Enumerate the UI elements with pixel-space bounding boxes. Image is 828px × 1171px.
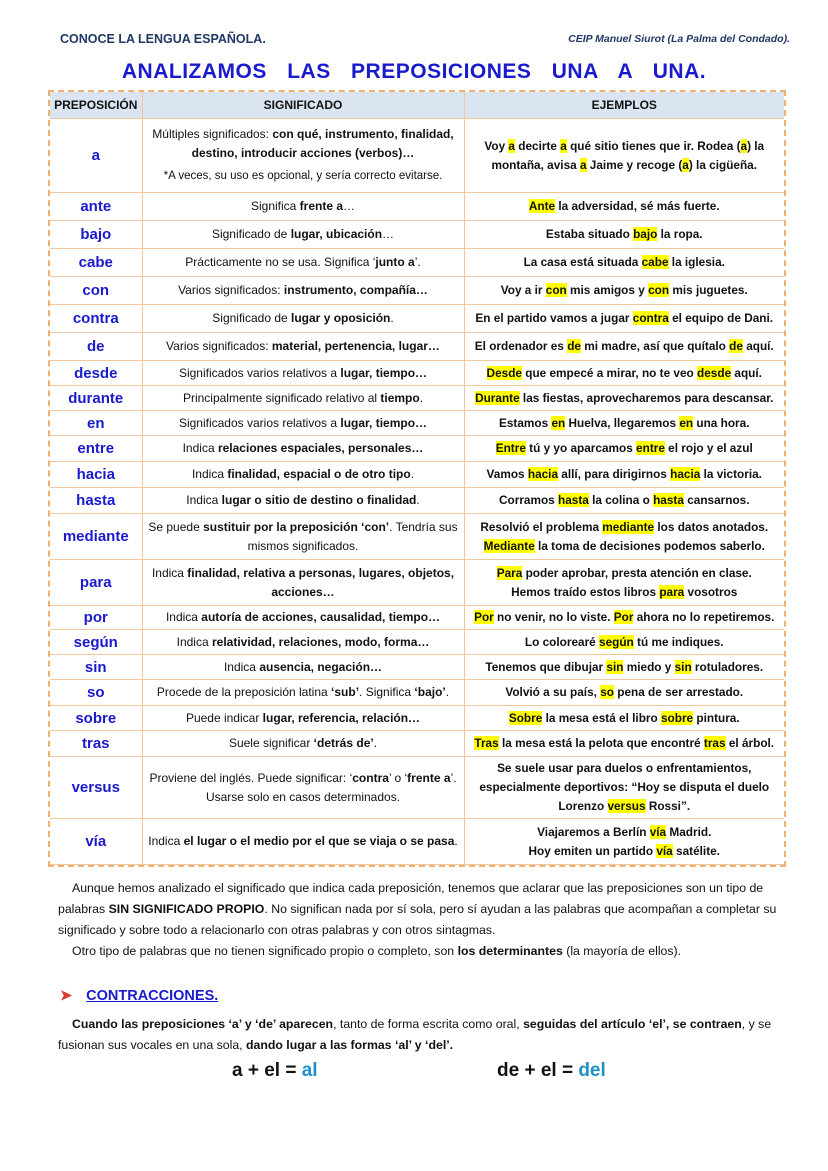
- preposition-cell: con: [50, 277, 142, 305]
- preposition-cell: durante: [50, 386, 142, 411]
- prepositions-table: [50, 92, 784, 865]
- table-header-row: [50, 92, 784, 119]
- formula-del: [497, 1060, 606, 1082]
- example-cell: El ordenador es de mi madre, así que quítalo de aquí.: [464, 333, 784, 361]
- preposition-cell: vía: [50, 819, 142, 865]
- example-cell: Entre tú y yo aparcamos entre el rojo y el azul: [464, 436, 784, 462]
- example-cell: Corramos hasta la colina o hasta cansarnos.: [464, 488, 784, 514]
- table-row: [50, 655, 784, 680]
- example-cell: Viajaremos a Berlín vía Madrid. Hoy emiten un partido vía satélite.: [464, 819, 784, 865]
- formula-al: [232, 1060, 318, 1082]
- table-row: [50, 221, 784, 249]
- meaning-cell: Significado de lugar y oposición.: [142, 305, 464, 333]
- meaning-cell: Múltiples significados: con qué, instrumento, finalidad, destino, introducir acciones (verbos)… *A veces, su uso es opcional, y sería correcto evitarse.: [142, 119, 464, 193]
- preposition-cell: según: [50, 630, 142, 655]
- paragraph-3: Cuando las preposiciones ‘a’ y ‘de’ aparecen, tanto de forma escrita como oral, seguidas del artículo ‘el’, se contraen, y se fusionan sus vocales en una sola, dando lugar a las formas ‘al’ y ‘del’.: [58, 1017, 772, 1052]
- table-row: [50, 411, 784, 436]
- example-cell: Por no venir, no lo viste. Por ahora no lo repetiremos.: [464, 606, 784, 630]
- meaning-cell: Indica relaciones espaciales, personales…: [142, 436, 464, 462]
- table-body: [50, 119, 784, 865]
- table-row: [50, 277, 784, 305]
- section-heading-contracciones: [60, 988, 218, 1004]
- meaning-cell: Varios significados: instrumento, compañía…: [142, 277, 464, 305]
- example-cell: Para poder aprobar, presta atención en clase. Hemos traído estos libros para vosotros: [464, 560, 784, 606]
- example-cell: Vamos hacia allí, para dirigirnos hacia la victoria.: [464, 462, 784, 488]
- meaning-cell: Varios significados: material, pertenencia, lugar…: [142, 333, 464, 361]
- table-row: [50, 119, 784, 193]
- example-cell: Estaba situado bajo la ropa.: [464, 221, 784, 249]
- meaning-cell: Indica relatividad, relaciones, modo, forma…: [142, 630, 464, 655]
- table-row: [50, 333, 784, 361]
- meaning-cell: Proviene del inglés. Puede significar: ‘contra’ o ‘frente a’. Usarse solo en casos determinados.: [142, 757, 464, 819]
- header-school: CEIP Manuel Siurot (La Palma del Condado).: [568, 33, 790, 45]
- meaning-cell: Procede de la preposición latina ‘sub’. Significa ‘bajo’.: [142, 680, 464, 706]
- preposition-cell: mediante: [50, 514, 142, 560]
- page-title: ANALIZAMOS LAS PREPOSICIONES UNA A UNA.: [121, 60, 707, 83]
- meaning-cell: Prácticamente no se usa. Significa ‘junto a’.: [142, 249, 464, 277]
- table-row: [50, 757, 784, 819]
- prepositions-table-frame: [48, 90, 786, 867]
- example-cell: Sobre la mesa está el libro sobre pintura.: [464, 706, 784, 731]
- preposition-cell: desde: [50, 361, 142, 386]
- preposition-cell: cabe: [50, 249, 142, 277]
- meaning-cell: Principalmente significado relativo al tiempo.: [142, 386, 464, 411]
- meaning-cell: Significa frente a…: [142, 193, 464, 221]
- formula-lhs: de + el =: [497, 1060, 579, 1081]
- preposition-cell: sobre: [50, 706, 142, 731]
- preposition-cell: de: [50, 333, 142, 361]
- preposition-cell: para: [50, 560, 142, 606]
- preposition-cell: en: [50, 411, 142, 436]
- example-cell: Volvió a su país, so pena de ser arrestado.: [464, 680, 784, 706]
- meaning-cell: Indica lugar o sitio de destino o finalidad.: [142, 488, 464, 514]
- table-row: [50, 680, 784, 706]
- example-cell: Ante la adversidad, sé más fuerte.: [464, 193, 784, 221]
- table-row: [50, 361, 784, 386]
- preposition-cell: entre: [50, 436, 142, 462]
- section-title: CONTRACCIONES.: [86, 988, 219, 1004]
- paragraph-1: Aunque hemos analizado el significado que indica cada preposición, tenemos que aclarar que las preposiciones son un tipo de palabras SIN SIGNIFICADO PROPIO. No significan nada por sí sola, pero sí ayudan a las palabras que acompañan a completar su significado y sobre todo a relacionarlo con otras palabras y con otros sintagmas.: [58, 881, 777, 937]
- preposition-cell: contra: [50, 305, 142, 333]
- table-row: [50, 436, 784, 462]
- contraction-paragraph: [58, 1014, 780, 1056]
- preposition-cell: versus: [50, 757, 142, 819]
- formula-result: al: [301, 1060, 318, 1081]
- table-row: [50, 706, 784, 731]
- paragraph-2: Otro tipo de palabras que no tienen significado propio o completo, son los determinantes (la mayoría de ellos).: [72, 944, 682, 958]
- table-row: [50, 731, 784, 757]
- meaning-cell: Indica finalidad, espacial o de otro tipo.: [142, 462, 464, 488]
- example-cell: Resolvió el problema mediante los datos anotados. Mediante la toma de decisiones podemos saberlo.: [464, 514, 784, 560]
- preposition-cell: sin: [50, 655, 142, 680]
- column-header-significado: SIGNIFICADO: [142, 92, 464, 119]
- meaning-cell: Indica autoría de acciones, causalidad, tiempo…: [142, 606, 464, 630]
- preposition-cell: hasta: [50, 488, 142, 514]
- example-cell: Voy a decirte a qué sitio tienes que ir. Rodea (a) la montaña, avisa a Jaime y recoge (a) la cigüeña.: [464, 119, 784, 193]
- table-row: [50, 560, 784, 606]
- preposition-cell: hacia: [50, 462, 142, 488]
- example-cell: Estamos en Huelva, llegaremos en una hora.: [464, 411, 784, 436]
- example-cell: Voy a ir con mis amigos y con mis juguetes.: [464, 277, 784, 305]
- preposition-cell: a: [50, 119, 142, 193]
- meaning-cell: Indica finalidad, relativa a personas, lugares, objetos, acciones…: [142, 560, 464, 606]
- meaning-cell: Puede indicar lugar, referencia, relación…: [142, 706, 464, 731]
- table-row: [50, 249, 784, 277]
- example-cell: La casa está situada cabe la iglesia.: [464, 249, 784, 277]
- explanation-paragraph: [58, 878, 780, 962]
- meaning-cell: Suele significar ‘detrás de’.: [142, 731, 464, 757]
- preposition-cell: bajo: [50, 221, 142, 249]
- column-header-preposicion: PREPOSICIÓN: [50, 92, 142, 119]
- formula-result: del: [578, 1060, 606, 1081]
- formula-lhs: a + el =: [232, 1060, 302, 1081]
- example-cell: Se suele usar para duelos o enfrentamientos, especialmente deportivos: “Hoy se disputa el duelo Lorenzo versus Rossi”.: [464, 757, 784, 819]
- example-cell: Tras la mesa está la pelota que encontré tras el árbol.: [464, 731, 784, 757]
- meaning-cell: Se puede sustituir por la preposición ‘con’. Tendría sus mismos significados.: [142, 514, 464, 560]
- table-row: [50, 630, 784, 655]
- example-cell: En el partido vamos a jugar contra el equipo de Dani.: [464, 305, 784, 333]
- meaning-cell: Significados varios relativos a lugar, tiempo…: [142, 411, 464, 436]
- meaning-cell: Significados varios relativos a lugar, tiempo…: [142, 361, 464, 386]
- arrow-bullet-icon: ➤: [60, 988, 73, 1004]
- example-cell: Lo colorearé según tú me indiques.: [464, 630, 784, 655]
- table-row: [50, 606, 784, 630]
- table-row: [50, 305, 784, 333]
- example-cell: Desde que empecé a mirar, no te veo desde aquí.: [464, 361, 784, 386]
- table-row: [50, 514, 784, 560]
- preposition-cell: tras: [50, 731, 142, 757]
- preposition-cell: ante: [50, 193, 142, 221]
- meaning-cell: Indica el lugar o el medio por el que se viaja o se pasa.: [142, 819, 464, 865]
- column-header-ejemplos: EJEMPLOS: [464, 92, 784, 119]
- meaning-cell: Indica ausencia, negación…: [142, 655, 464, 680]
- table-row: [50, 462, 784, 488]
- table-row: [50, 386, 784, 411]
- header-subject: CONOCE LA LENGUA ESPAÑOLA.: [60, 32, 266, 46]
- preposition-cell: por: [50, 606, 142, 630]
- example-cell: Durante las fiestas, aprovecharemos para descansar.: [464, 386, 784, 411]
- meaning-cell: Significado de lugar, ubicación…: [142, 221, 464, 249]
- table-row: [50, 193, 784, 221]
- table-row: [50, 488, 784, 514]
- table-row: [50, 819, 784, 865]
- example-cell: Tenemos que dibujar sin miedo y sin rotuladores.: [464, 655, 784, 680]
- preposition-cell: so: [50, 680, 142, 706]
